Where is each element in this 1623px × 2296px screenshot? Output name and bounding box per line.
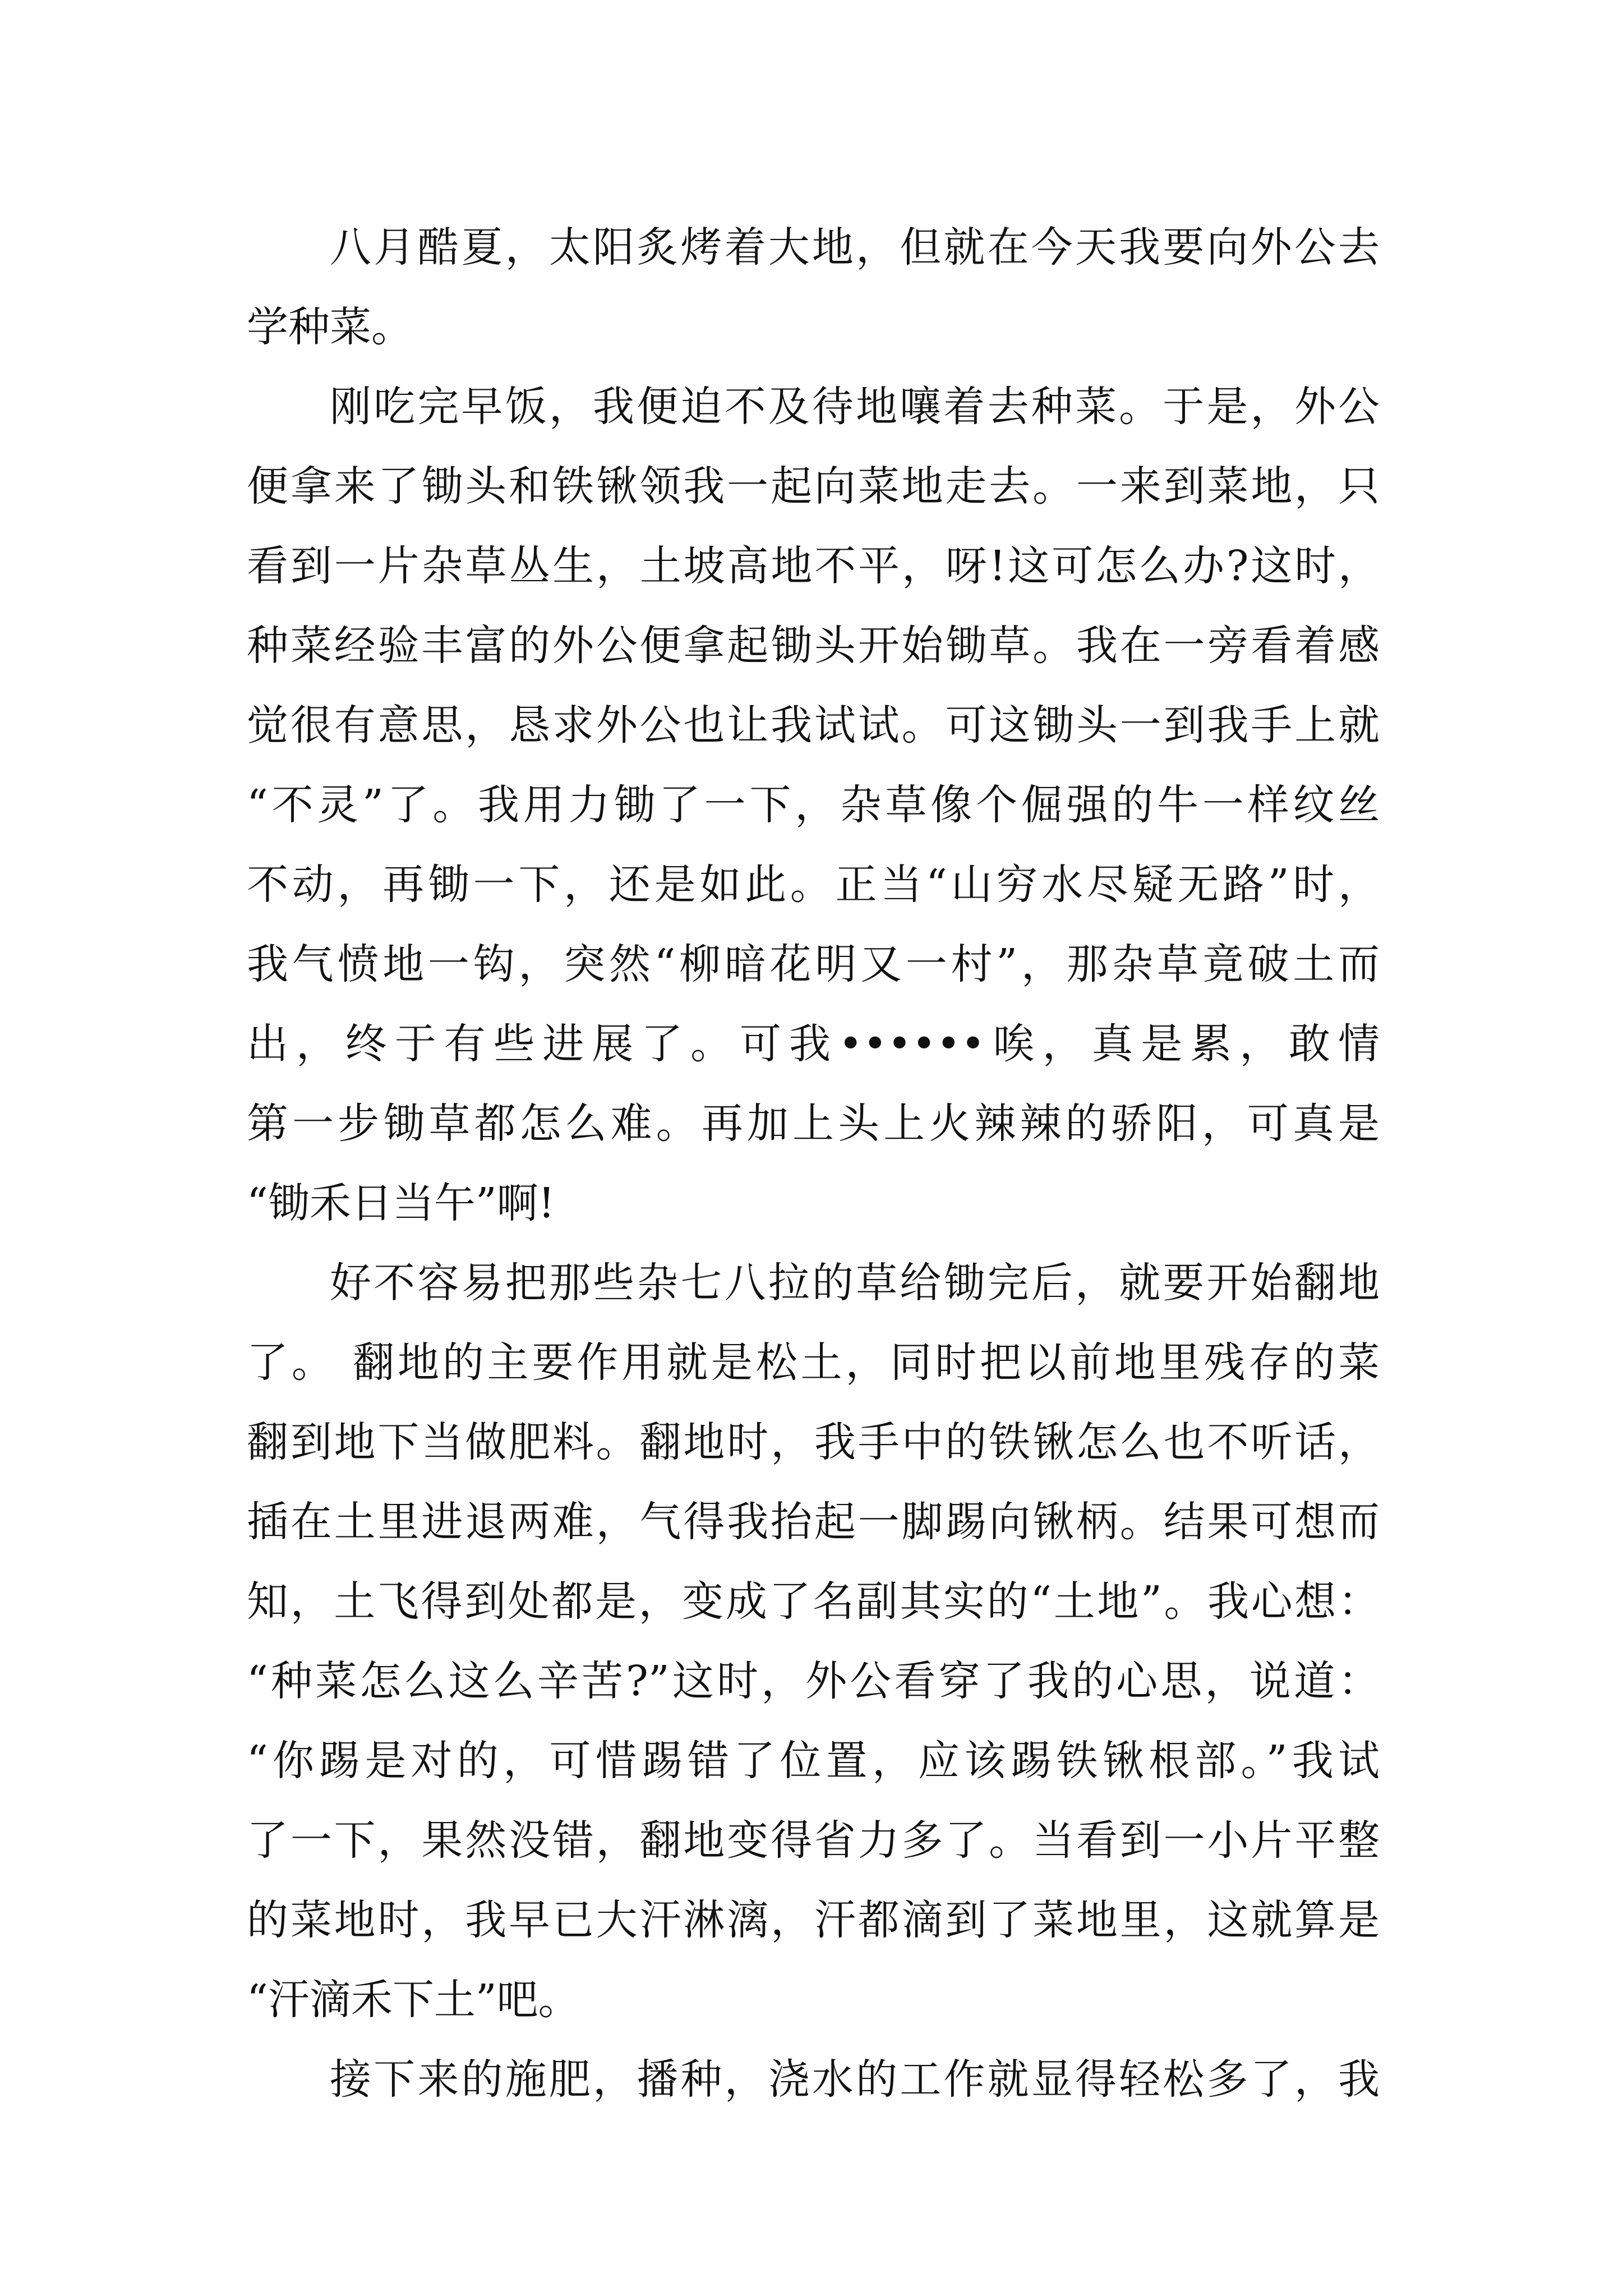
text-line: 觉很有意思，恳求外公也让我试试。可这锄头一到我手上就 bbox=[247, 701, 1380, 749]
text-line: 我气愤地一钩，突然“柳暗花明又一村”，那杂草竟破土而 bbox=[247, 940, 1380, 988]
text-line: 好不容易把那些杂七八拉的草给锄完后，就要开始翻地 bbox=[330, 1259, 1380, 1307]
text-line: 八月酷夏，太阳炙烤着大地，但就在今天我要向外公去 bbox=[330, 223, 1380, 272]
text-line: 翻到地下当做肥料。翻地时，我手中的铁锹怎么也不听话， bbox=[247, 1418, 1380, 1466]
text-line: 刚吃完早饭，我便迫不及待地嚷着去种菜。于是，外公 bbox=[330, 383, 1380, 431]
text-line: 不动，再锄一下，还是如此。正当“山穷水尽疑无路”时， bbox=[247, 861, 1380, 909]
body-text bbox=[247, 208, 1380, 2119]
text-line: 学种菜。 bbox=[247, 303, 413, 351]
text-line: 看到一片杂草丛生，土坡高地不平，呀!这可怎么办?这时， bbox=[247, 542, 1380, 590]
text-line: 种菜经验丰富的外公便拿起锄头开始锄草。我在一旁看着感 bbox=[247, 622, 1380, 670]
text-line: “不灵”了。我用力锄了一下，杂草像个倔强的牛一样纹丝 bbox=[247, 781, 1380, 829]
text-line: 了。 翻地的主要作用就是松土，同时把以前地里残存的菜 bbox=[247, 1338, 1380, 1387]
text-line: 的菜地时，我早已大汗淋漓，汗都滴到了菜地里，这就算是 bbox=[247, 1896, 1380, 1944]
text-line: 知，土飞得到处都是，变成了名副其实的“土地”。我心想： bbox=[247, 1577, 1380, 1626]
text-line: 插在土里进退两难，气得我抬起一脚踢向锹柄。结果可想而 bbox=[247, 1498, 1380, 1546]
text-line: “种菜怎么这么辛苦?”这时，外公看穿了我的心思，说道： bbox=[247, 1657, 1380, 1705]
text-line: “汗滴禾下土”吧。 bbox=[247, 1976, 580, 2024]
text-line: 第一步锄草都怎么难。再加上头上火辣辣的骄阳，可真是 bbox=[247, 1099, 1380, 1148]
text-line: 了一下，果然没错，翻地变得省力多了。当看到一小片平整 bbox=[247, 1816, 1380, 1865]
text-line: 便拿来了锄头和铁锹领我一起向菜地走去。一来到菜地，只 bbox=[247, 462, 1380, 510]
text-line: 出，终于有些进展了。可我••••••唉，真是累，敢情 bbox=[247, 1020, 1380, 1068]
text-line: “锄禾日当午”啊! bbox=[247, 1179, 555, 1227]
text-line: 接下来的施肥，播种，浇水的工作就显得轻松多了，我 bbox=[330, 2055, 1380, 2104]
text-line: “你踢是对的，可惜踢错了位置，应该踢铁锹根部。”我试 bbox=[247, 1737, 1380, 1785]
